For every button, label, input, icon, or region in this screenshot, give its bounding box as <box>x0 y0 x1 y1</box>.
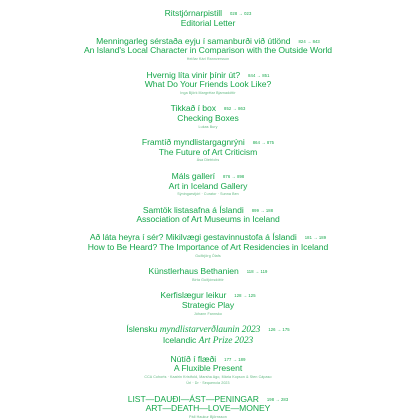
page-range: 852 → 863 <box>224 106 246 112</box>
toc-entry[interactable] <box>0 233 416 258</box>
toc-entry[interactable] <box>0 37 416 62</box>
toc-title-is: Nútíð í flæði 177 → 189 <box>170 353 246 364</box>
page-range: 181 → 189 <box>304 235 327 241</box>
page-range: 824 → 843 <box>298 38 320 44</box>
toc-title-is: Kerfislægur leikur 128 → 125 <box>160 290 256 301</box>
toc-title-is: Máls gallerí 876 → 898 <box>171 170 245 181</box>
toc-credit: Birta Guðjónsdóttir <box>192 277 224 282</box>
toc-title-is: Að láta heyra í sér? Mikilvægi gestavinnustofa á Íslandi 181 → 189 <box>89 232 327 243</box>
toc-entry[interactable] <box>0 206 416 225</box>
page-range: 198 → 283 <box>266 396 289 402</box>
toc-title-is: Hvernig líta vinir þínir út? 844 → 851 <box>146 69 270 80</box>
toc-entry[interactable] <box>0 71 416 96</box>
table-of-contents <box>0 9 416 420</box>
toc-credit: Heiðar Kári Rannversson <box>186 57 230 61</box>
toc-entry[interactable] <box>0 355 416 386</box>
toc-entry[interactable] <box>0 9 416 28</box>
page-range: 899 → 188 <box>251 207 274 213</box>
page-range: 126 → 175 <box>268 327 290 333</box>
toc-credit: CCA Cohorts · Kaatrin Kristfold, Marsha Ago, Mária Kopson & Sten Cápaso <box>144 374 272 379</box>
toc-title-italic: myndlistarverðlaunin 2023 <box>159 325 261 336</box>
toc-entry[interactable] <box>0 138 416 163</box>
toc-title-is: Íslensku myndlistarverðlaunin 2023 126 → 175 <box>126 324 290 336</box>
toc-title-en: Art in Iceland Gallery <box>168 180 248 191</box>
toc-title-en: Icelandic Art Prize 2023 <box>162 334 254 346</box>
page-range: 118 → 119 <box>246 269 268 275</box>
toc-title-is: LIST—DAUÐI—ÁST—PENINGAR 198 → 283 <box>127 393 289 404</box>
page-range: 028 → 023 <box>229 11 252 16</box>
page-range: 864 → 875 <box>252 140 275 146</box>
toc-title-is: Samtök listasafna á Íslandi 899 → 188 <box>142 204 274 215</box>
toc-title-en: Editorial Letter <box>180 17 236 28</box>
toc-title-is: Tikkað í box 852 → 863 <box>170 103 246 114</box>
toc-title-italic: Art Prize 2023 <box>198 335 254 346</box>
toc-credit: Páll Haukur Björnsson <box>189 414 227 419</box>
toc-entry[interactable] <box>0 104 416 129</box>
toc-credit: Ása Dietrichs <box>196 158 220 163</box>
page-range: 844 → 851 <box>248 72 270 78</box>
toc-title-en: An Island's Local Character in Comparison with the Outside World <box>83 45 333 56</box>
toc-title-en: A Fluxible Present <box>173 363 243 374</box>
toc-entry[interactable] <box>0 172 416 197</box>
toc-title-en: How to Be Heard? The Importance of Art Residencies in Iceland <box>87 242 329 253</box>
toc-credit: Inga Björk Margrétar Bjarnadóttir <box>180 90 236 95</box>
toc-credit: Jóhann Fannsko <box>194 311 222 316</box>
toc-entry[interactable] <box>0 267 416 283</box>
toc-title-en: Association of Art Museums in Iceland <box>136 214 280 225</box>
toc-title-en: ART—DEATH—LOVE—MONEY <box>145 403 271 414</box>
toc-title-en: Checking Boxes <box>177 112 239 123</box>
toc-title-is: Framtíð myndlistargagnrýni 864 → 875 <box>141 137 275 148</box>
toc-entry[interactable] <box>0 325 416 346</box>
toc-title-en: What Do Your Friends Look Like? <box>144 79 272 90</box>
toc-credit: Sýningarstjóri · Curator · Sunna Ben <box>177 192 239 197</box>
toc-title: Künstlerhaus Bethanien 118 → 119 <box>148 266 268 277</box>
toc-title-en: Strategic Play <box>181 299 235 310</box>
page-range: 177 → 189 <box>224 356 246 362</box>
toc-title-is: Menningarleg sérstaða eyju í samanburði við útlönd 824 → 843 <box>96 35 320 46</box>
toc-credit: Guðbjörg Ólafs <box>195 253 221 258</box>
toc-credit: Úrl · Dr · Sequencia 2023 <box>186 380 230 385</box>
toc-entry[interactable] <box>0 291 416 316</box>
toc-title-en: The Future of Art Criticism <box>158 146 258 157</box>
toc-title-is: Ritstjórnarpistill 028 → 023 <box>164 8 252 18</box>
page-range: 128 → 125 <box>234 293 256 299</box>
page-range: 876 → 898 <box>222 173 245 179</box>
toc-credit: Lukas Bury <box>198 124 218 129</box>
